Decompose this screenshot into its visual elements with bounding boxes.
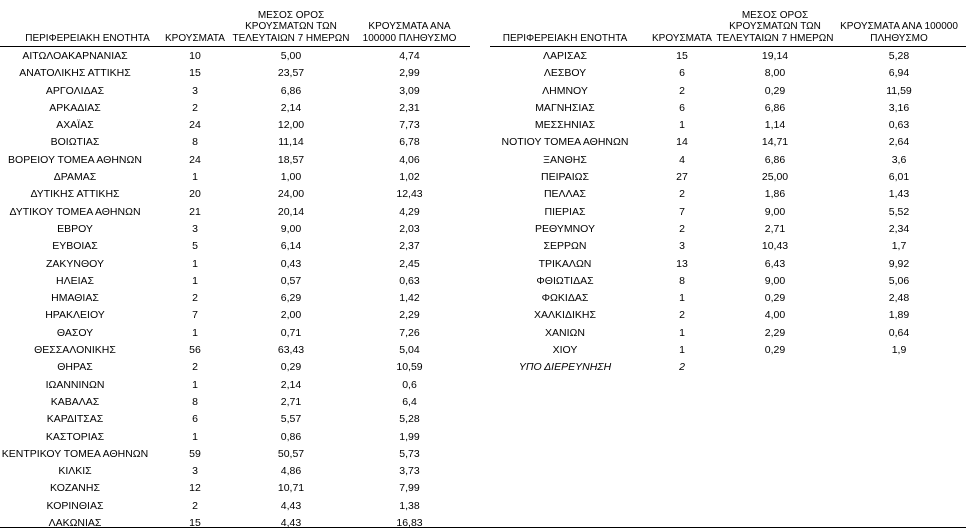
cell-cases: 6 [679,67,685,80]
table-row [0,152,470,169]
cell-per100k: 5,73 [399,447,420,460]
cell-region: ΤΡΙΚΑΛΩΝ [538,257,592,270]
cell-per100k: 3,09 [399,84,420,97]
table-row [0,307,470,324]
table-row [0,186,470,203]
table-row [0,498,470,515]
cell-per100k: 1,99 [399,430,420,443]
header-region: ΠΕΡΙΦΕΡΕΙΑΚΗ ΕΝΟΤΗΤΑ [25,32,150,44]
cell-per100k: 4,06 [399,153,420,166]
cell-region: ΚΑΒΑΛΑΣ [50,395,100,408]
table-row [0,169,470,186]
table-row [490,359,966,376]
table-header [0,0,470,47]
cell-avg7: 8,00 [764,67,786,80]
cell-per100k: 0,64 [888,326,910,339]
cell-per100k: 2,29 [399,309,420,322]
cell-cases: 2 [192,499,198,512]
cell-per100k: 1,43 [888,188,910,201]
cell-region: ΥΠΟ ΔΙΕΡΕΥΝΗΣΗ [518,361,612,374]
cell-cases: 1 [192,171,198,184]
table-row [490,273,966,290]
cell-per100k: 5,04 [399,344,420,357]
cell-cases: 3 [679,240,685,253]
table-row [490,186,966,203]
cell-avg7: 0,29 [764,84,786,97]
cell-avg7: 2,71 [280,395,302,408]
table-row [490,117,966,134]
cell-per100k: 2,37 [399,240,420,253]
table-row [0,394,470,411]
cell-region: ΛΑΡΙΣΑΣ [543,50,587,62]
cell-cases: 4 [679,153,685,166]
table-row [490,134,966,151]
header-per100k: ΚΡΟΥΣΜΑΤΑ ΑΝΑ 100000 ΠΛΗΘΥΣΜΟ [362,21,457,44]
cell-cases: 13 [676,257,688,270]
table-row [0,273,470,290]
cell-avg7: 6,14 [280,240,302,253]
cell-region: ΒΟΙΩΤΙΑΣ [50,136,100,149]
table-row [0,463,470,480]
cell-region: ΑΡΓΟΛΙΔΑΣ [45,84,105,97]
cell-avg7: 10,43 [761,240,789,253]
cell-per100k: 1,42 [399,292,420,305]
cell-avg7: 4,43 [280,517,302,530]
table-header [490,0,966,47]
cell-avg7: 2,14 [280,101,302,114]
cell-cases: 3 [192,84,198,97]
cell-region: ΛΑΚΩΝΙΑΣ [48,517,102,530]
cell-region: ΗΜΑΘΙΑΣ [51,292,99,305]
cell-avg7: 18,57 [277,153,305,166]
cell-avg7: 4,00 [764,309,786,322]
cell-region: ΦΘΙΩΤΙΔΑΣ [536,274,594,287]
cell-avg7: 14,71 [761,136,789,149]
cell-cases: 24 [189,153,201,166]
cell-cases: 7 [679,205,685,218]
cell-cases: 1 [192,326,198,339]
table-row [0,411,470,428]
cell-per100k: 1,9 [891,344,907,357]
cell-region: ΕΒΡΟΥ [57,222,93,235]
table-row [0,480,470,497]
table-row [0,238,470,255]
table-row [490,221,966,238]
cell-avg7: 2,71 [764,222,786,235]
cell-avg7: 9,00 [280,222,302,235]
table-row [490,307,966,324]
cell-region: ΧΑΛΚΙΔΙΚΗΣ [534,309,596,322]
cell-region: ΧΑΝΙΩΝ [545,326,585,339]
cell-cases: 27 [676,171,688,184]
cell-avg7: 0,29 [764,292,786,305]
cell-cases: 2 [679,222,685,235]
cell-region: ΑΡΚΑΔΙΑΣ [49,101,101,114]
cell-avg7: 19,14 [761,50,789,62]
cell-cases: 1 [192,274,198,287]
cell-per100k: 5,28 [888,50,910,62]
cell-cases: 59 [189,447,201,460]
cell-cases: 21 [189,205,201,218]
cell-cases: 2 [192,292,198,305]
cell-cases: 8 [679,274,685,287]
cell-per100k: 4,29 [399,205,420,218]
table-row [490,290,966,307]
cell-cases: 15 [189,517,201,530]
cell-region: ΚΑΡΔΙΤΣΑΣ [46,413,104,426]
table-row [0,134,470,151]
cell-cases: 2 [679,188,685,201]
cell-region: ΠΕΙΡΑΙΩΣ [541,171,589,184]
cell-per100k: 6,78 [399,136,420,149]
cell-region: ΙΩΑΝΝΙΝΩΝ [45,378,105,391]
cell-avg7: 1,86 [764,188,786,201]
cell-per100k: 6,94 [888,67,910,80]
cell-avg7: 0,57 [280,274,302,287]
cell-cases: 3 [192,222,198,235]
table-row [490,325,966,342]
cell-per100k: 0,63 [399,274,420,287]
cell-avg7: 6,29 [280,292,302,305]
cell-cases: 20 [189,188,201,201]
cell-region: ΚΙΛΚΙΣ [58,465,92,478]
cell-per100k: 1,89 [888,309,910,322]
cell-per100k: 10,59 [396,361,423,374]
cell-per100k: 3,6 [891,153,907,166]
cell-region: ΚΟΡΙΝΘΙΑΣ [46,499,104,512]
cell-per100k: 2,03 [399,222,420,235]
cell-avg7: 4,86 [280,465,302,478]
cell-region: ΧΙΟΥ [552,344,578,357]
cell-cases: 2 [679,84,685,97]
table-row [490,342,966,359]
table-row [490,100,966,117]
cell-per100k: 2,31 [399,101,420,114]
header-cases: ΚΡΟΥΣΜΑΤΑ [165,32,225,44]
table-body [490,48,966,377]
cell-cases: 15 [189,67,201,80]
cell-cases: 6 [679,101,685,114]
cell-per100k: 7,73 [399,119,420,132]
cell-per100k: 2,48 [888,292,910,305]
header-per100k: ΚΡΟΥΣΜΑΤΑ ΑΝΑ 100000 ΠΛΗΘΥΣΜΟ [840,21,958,44]
cell-avg7: 6,43 [764,257,786,270]
header-avg7: ΜΕΣΟΣ ΟΡΟΣ ΚΡΟΥΣΜΑΤΩΝ ΤΩΝ ΤΕΛΕΥΤΑΙΩΝ 7 ΗΜΕΡΩΝ [716,9,834,44]
cell-cases: 1 [192,257,198,270]
cell-region: ΑΙΤΩΛΟΑΚΑΡΝΑΝΙΑΣ [22,50,128,62]
cell-cases: 2 [679,361,685,374]
cell-region: ΠΕΛΛΑΣ [543,188,587,201]
cell-avg7: 2,00 [280,309,302,322]
cell-region: ΛΗΜΝΟΥ [542,84,588,97]
cell-avg7: 1,00 [280,171,302,184]
cell-region: ΗΛΕΙΑΣ [55,274,94,287]
cell-cases: 6 [192,413,198,426]
bottom-border [0,527,966,528]
cell-region: ΔΥΤΙΚΟΥ ΤΟΜΕΑ ΑΘΗΝΩΝ [9,205,141,218]
cell-avg7: 1,14 [764,119,786,132]
cell-cases: 1 [679,119,685,132]
cell-per100k: 2,64 [888,136,910,149]
table-row [0,290,470,307]
cell-region: ΞΑΝΘΗΣ [543,153,587,166]
table-row [0,83,470,100]
cell-cases: 56 [189,344,201,357]
cell-per100k: 11,59 [886,84,912,97]
table-row [490,48,966,65]
cell-cases: 3 [192,465,198,478]
cell-avg7: 2,14 [280,378,302,391]
cell-region: ΦΩΚΙΔΑΣ [541,292,589,305]
cell-per100k: 2,45 [399,257,420,270]
cell-region: ΚΟΖΑΝΗΣ [50,482,100,495]
cell-avg7: 0,29 [280,361,302,374]
cell-cases: 5 [192,240,198,253]
cell-avg7: 0,43 [280,257,302,270]
table-row [0,48,470,65]
table-row [0,429,470,446]
cell-per100k: 7,99 [399,482,420,495]
table-row [0,342,470,359]
cell-cases: 2 [679,309,685,322]
cell-per100k: 12,43 [396,188,423,201]
cell-cases: 1 [679,344,685,357]
table-row [0,377,470,394]
header-cases: ΚΡΟΥΣΜΑΤΑ [652,32,712,44]
cell-per100k: 1,38 [399,499,420,512]
cell-avg7: 6,86 [764,101,786,114]
table-body [0,48,470,532]
cell-avg7: 24,00 [277,188,305,201]
cell-per100k: 5,06 [888,274,910,287]
cell-avg7: 6,86 [764,153,786,166]
cell-avg7: 12,00 [277,119,305,132]
cell-cases: 10 [189,50,201,62]
cell-per100k: 7,26 [399,326,420,339]
cell-region: ΡΕΘΥΜΝΟΥ [534,222,595,235]
cell-avg7: 11,14 [278,136,304,149]
cell-per100k: 5,28 [399,413,420,426]
cell-per100k: 0,6 [402,378,417,391]
table-row [490,169,966,186]
cell-region: ΝΟΤΙΟΥ ΤΟΜΕΑ ΑΘΗΝΩΝ [501,136,629,149]
cell-region: ΜΑΓΝΗΣΙΑΣ [535,101,595,114]
cell-cases: 24 [189,119,201,132]
cell-avg7: 9,00 [764,205,786,218]
cell-per100k: 2,99 [399,67,420,80]
cell-cases: 1 [192,378,198,391]
cell-per100k: 0,63 [888,119,910,132]
cell-avg7: 50,57 [277,447,305,460]
table-row [0,221,470,238]
cell-per100k: 6,4 [402,395,417,408]
cell-avg7: 0,71 [280,326,302,339]
cell-avg7: 6,86 [280,84,302,97]
cell-avg7: 0,86 [280,430,302,443]
table-row [490,83,966,100]
cell-cases: 8 [192,395,198,408]
cell-cases: 8 [192,136,198,149]
cell-avg7: 25,00 [761,171,789,184]
cell-region: ΑΧΑΪΑΣ [56,119,94,132]
cell-region: ΘΑΣΟΥ [56,326,94,339]
cell-cases: 7 [192,309,198,322]
cell-per100k: 4,74 [399,50,420,62]
table-row [490,152,966,169]
cell-region: ΒΟΡΕΙΟΥ ΤΟΜΕΑ ΑΘΗΝΩΝ [8,153,142,166]
cell-region: ΛΕΣΒΟΥ [543,67,587,80]
table-row [0,100,470,117]
cell-region: ΠΙΕΡΙΑΣ [544,205,586,218]
cell-region: ΔΥΤΙΚΗΣ ΑΤΤΙΚΗΣ [30,188,120,201]
cell-region: ΣΕΡΡΩΝ [543,240,587,253]
cell-avg7: 63,43 [277,344,305,357]
cell-region: ΖΑΚΥΝΘΟΥ [45,257,104,270]
cell-region: ΕΥΒΟΙΑΣ [52,240,98,253]
cell-avg7: 9,00 [764,274,786,287]
cell-avg7: 20,14 [277,205,305,218]
cell-avg7: 23,57 [277,67,305,80]
cell-avg7: 0,29 [764,344,786,357]
cell-cases: 15 [676,50,688,62]
cell-region: ΘΕΣΣΑΛΟΝΙΚΗΣ [34,344,116,357]
cell-per100k: 9,92 [888,257,910,270]
cell-per100k: 2,34 [888,222,910,235]
cell-cases: 2 [192,361,198,374]
table-row [0,204,470,221]
cell-avg7: 10,71 [277,482,305,495]
cell-avg7: 4,43 [280,499,302,512]
cell-region: ΗΡΑΚΛΕΙΟΥ [45,309,105,322]
cell-avg7: 5,00 [280,50,302,62]
table-row [0,256,470,273]
cell-cases: 12 [189,482,201,495]
cell-per100k: 5,52 [888,205,910,218]
cell-avg7: 2,29 [764,326,786,339]
table-row [490,65,966,82]
cell-avg7: 5,57 [280,413,302,426]
cell-cases: 2 [192,101,198,114]
cell-region: ΜΕΣΣΗΝΙΑΣ [534,119,596,132]
cell-region: ΚΑΣΤΟΡΙΑΣ [45,430,105,443]
table-row [0,325,470,342]
table-row [0,359,470,376]
cell-cases: 1 [679,292,685,305]
header-region: ΠΕΡΙΦΕΡΕΙΑΚΗ ΕΝΟΤΗΤΑ [502,32,628,44]
cell-region: ΔΡΑΜΑΣ [53,171,97,184]
cell-cases: 14 [676,136,688,149]
cell-per100k: 3,73 [399,465,420,478]
table-row [0,117,470,134]
cell-cases: 1 [192,430,198,443]
cell-region: ΚΕΝΤΡΙΚΟΥ ΤΟΜΕΑ ΑΘΗΝΩΝ [1,447,149,460]
cell-per100k: 3,16 [888,101,910,114]
cell-per100k: 1,7 [891,240,907,253]
table-row [490,256,966,273]
cell-per100k: 1,02 [399,171,420,184]
cell-cases: 1 [679,326,685,339]
cell-per100k: 16,83 [396,517,423,530]
table-row [0,515,470,532]
cell-region: ΑΝΑΤΟΛΙΚΗΣ ΑΤΤΙΚΗΣ [19,67,131,80]
table-row [490,204,966,221]
cell-per100k: 6,01 [888,171,910,184]
table-row [0,65,470,82]
table-row [0,446,470,463]
header-avg7: ΜΕΣΟΣ ΟΡΟΣ ΚΡΟΥΣΜΑΤΩΝ ΤΩΝ ΤΕΛΕΥΤΑΙΩΝ 7 ΗΜΕΡΩΝ [232,9,350,44]
cell-region: ΘΗΡΑΣ [57,361,93,374]
table-row [490,238,966,255]
